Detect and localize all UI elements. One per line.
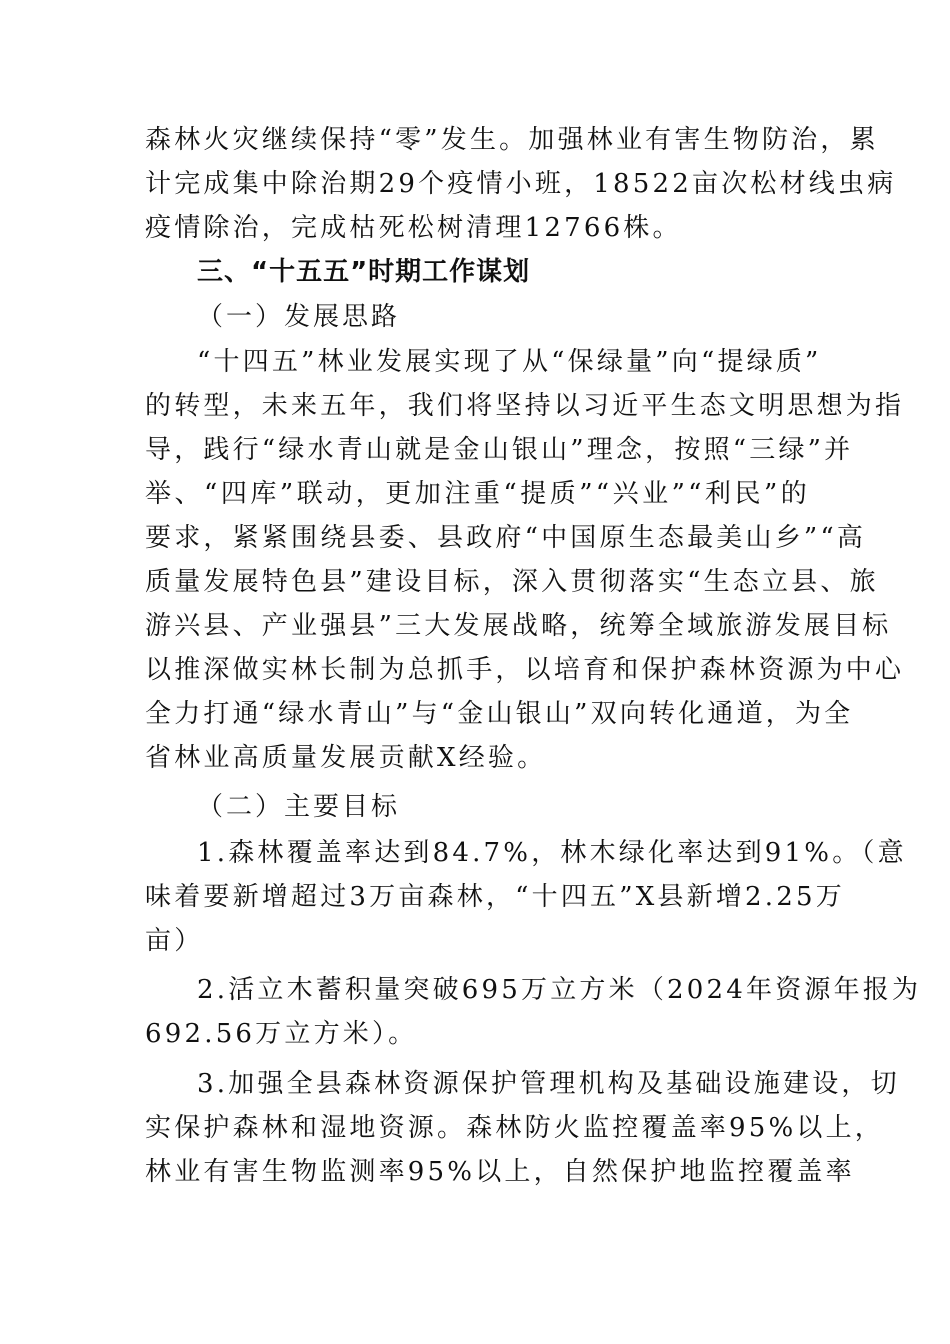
body-text-line: 全力打通“绿水青山”与“金山银山”双向转化通道，为全 [145, 699, 854, 729]
body-text-line: 以推深做实林长制为总抓手，以培育和保护森林资源为中心 [145, 655, 905, 685]
goal-1-line: 亩） [145, 926, 204, 956]
body-text-line: 游兴县、产业强县”三大发展战略，统筹全域旅游发展目标 [145, 611, 892, 641]
body-text-line: 森林火灾继续保持“零”发生。加强林业有害生物防治，累 [145, 125, 879, 155]
section-heading: 三、“十五五”时期工作谋划 [197, 257, 531, 287]
subsection-title-development-approach: （一）发展思路 [197, 302, 401, 332]
goal-3-line: 实保护森林和湿地资源。森林防火监控覆盖率95%以上， [145, 1113, 884, 1143]
body-text-line: 疫情除治，完成枯死松树清理12766株。 [145, 213, 682, 243]
body-text-line: 质量发展特色县”建设目标，深入贯彻落实“生态立县、旅 [145, 567, 879, 597]
body-text-line: 计完成集中除治期29个疫情小班，18522亩次松材线虫病 [145, 169, 897, 199]
body-text-line: “十四五”林业发展实现了从“保绿量”向“提绿质” [197, 347, 822, 377]
body-text-line: 举、“四库”联动，更加注重“提质”“兴业”“利民”的 [145, 479, 810, 509]
goal-3-line: 3.加强全县森林资源保护管理机构及基础设施建设，切 [197, 1069, 900, 1099]
goal-1-line: 味着要新增超过3万亩森林，“十四五”X县新增2.25万 [145, 882, 845, 912]
body-text-line: 导，践行“绿水青山就是金山银山”理念，按照“三绿”并 [145, 435, 854, 465]
goal-2-line: 2.活立木蓄积量突破695万立方米（2024年资源年报为 [197, 975, 922, 1005]
goal-3-line: 林业有害生物监测率95%以上，自然保护地监控覆盖率 [145, 1157, 855, 1187]
body-text-line: 省林业高质量发展贡献X经验。 [145, 743, 547, 773]
goal-2-line: 692.56万立方米）。 [145, 1019, 418, 1049]
subsection-title-main-goals: （二）主要目标 [197, 792, 401, 822]
body-text-line: 的转型，未来五年，我们将坚持以习近平生态文明思想为指 [145, 391, 905, 421]
body-text-line: 要求，紧紧围绕县委、县政府“中国原生态最美山乡”“高 [145, 523, 867, 553]
goal-1-line: 1.森林覆盖率达到84.7%，林木绿化率达到91%。（意 [197, 838, 907, 868]
